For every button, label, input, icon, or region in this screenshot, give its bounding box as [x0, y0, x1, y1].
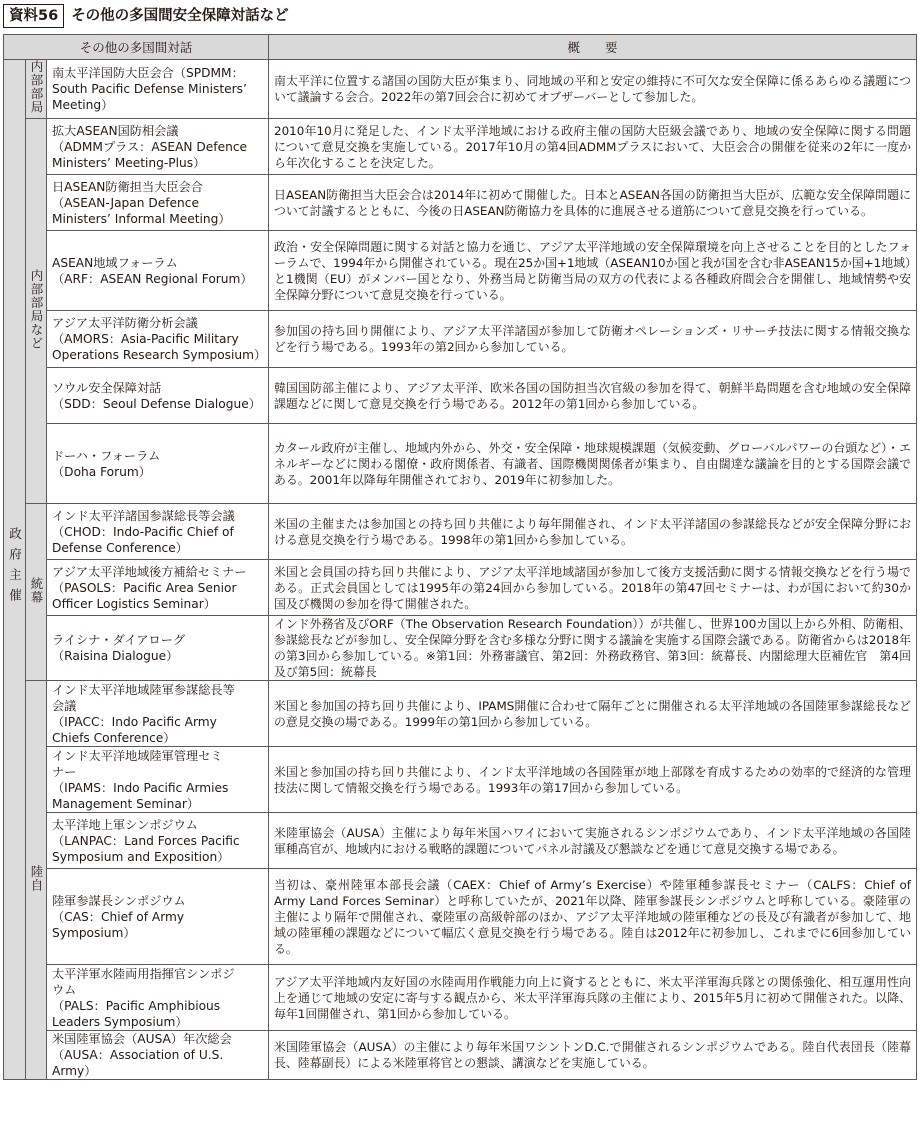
- dialogue-name-cell: [47, 965, 269, 1031]
- table-row: [4, 60, 917, 119]
- dialogue-name-cell: [47, 1031, 269, 1080]
- dialogue-name-cell: [47, 231, 269, 311]
- dialogue-summary-cell: 米陸軍協会（AUSA）主催により毎年米国ハワイにおいて実施されるシンポジウムであり、インド太平洋地域の各国陸軍種高官が、地域内における戦略的課題についてパネル討議及び懇談などを通じて意見交換する場である。: [269, 813, 917, 869]
- dialogue-summary-cell: 米国と参加国の持ち回り共催により、IPAMS開催に合わせて隔年ごとに開催される太平洋地域の各国陸軍参謀総長などの意見交換の場である。1999年の第1回から参加している。: [269, 681, 917, 747]
- dialogue-summary-cell: 当初は、豪州陸軍本部長会議（CAEX：Chief of Army’s Exercise）や陸軍種参謀長セミナー（CALFS：Chief of Army Land Forces Seminar）と呼称していたが、2021年以降、陸軍参謀長シンポジウムと呼称している。豪陸軍の主催により隔年で開催され、豪陸軍の高級幹部のほか、アジア太平洋地域の陸軍種などの長及び有識者が参加して、地域の陸軍種の課題などについて幅広く意見交換を行う場である。陸自は2012年に初参加し、これまでに6回参加している。: [269, 869, 917, 965]
- table-row: [4, 504, 917, 560]
- dialogue-name-line: Leaders Symposium）: [52, 1014, 188, 1029]
- dialogue-summary-cell: 韓国国防部主催により、アジア太平洋、欧米各国の国防担当次官級の参加を得て、朝鮮半島問題を含む地域の安全保障課題などに関して意見交換を行う場である。2012年の第1回から参加している。: [269, 368, 917, 424]
- department-category-label: 内部部局: [29, 60, 44, 114]
- dialogue-name-line: Ministers’ Informal Meeting）: [52, 211, 231, 226]
- dialogue-name-line: （Doha Forum）: [52, 464, 151, 479]
- dialogue-name-line: Chiefs Conference）: [52, 730, 176, 745]
- table-row: [4, 1031, 917, 1080]
- dialogue-summary-cell: カタール政府が主催し、地域内外から、外交・安全保障・地球規模課題（気候変動、グローバルパワーの台頭など）・エネルギーなどに関わる閣僚・政府関係者、有識者、国際機関関係者が集まり、自由闊達な議論を目的とする国際会議である。2001年以降毎年開催されており、2019年に初参加した。: [269, 424, 917, 504]
- dialogue-name-cell: [47, 747, 269, 813]
- organizer-category-label: 政府主催: [7, 526, 23, 609]
- dialogue-name-line: ASEAN地域フォーラム: [52, 255, 178, 270]
- table-header-row: [4, 35, 917, 60]
- dialogue-name-cell: [47, 424, 269, 504]
- dialogue-name-cell: [47, 560, 269, 616]
- dialogue-name-line: （PASOLS：Pacific Area Senior: [52, 580, 237, 595]
- dialogue-summary-cell: 米国と参加国の持ち回り共催により、インド太平洋地域の各国陸軍が地上部隊を育成するための効率的で経済的な管理技法に関して情報交換を行う場である。1993年の第17回から参加している。: [269, 747, 917, 813]
- dialogue-name-line: （PALS：Pacific Amphibious: [52, 998, 221, 1013]
- dialogue-name-line: Meeting）: [52, 98, 114, 112]
- table-row: [4, 119, 917, 175]
- dialogue-summary-cell: 日ASEAN防衛担当大臣会合は2014年に初めて開催した。日本とASEAN各国の防衛担当大臣が、広範な安全保障問題について討議するとともに、今後の日ASEAN防衛協力を具体的に進展させる道筋について意見交換を行っている。: [269, 175, 917, 231]
- dialogue-name-cell: [47, 681, 269, 747]
- department-category-label: 内部部局など: [29, 268, 44, 350]
- dialogue-name-line: ソウル安全保障対話: [52, 380, 162, 395]
- document-title: その他の多国間安全保障対話など: [71, 8, 289, 24]
- dialogue-name-line: Ministers’ Meeting-Plus）: [52, 155, 206, 170]
- dialogue-name-cell: [47, 616, 269, 681]
- dialogue-name-cell: [47, 813, 269, 869]
- dialogue-name-line: インド太平洋地域陸軍管理セミ: [52, 748, 223, 763]
- dialogue-name-line: 拡大ASEAN国防相会議: [52, 123, 179, 138]
- dialogue-name-line: （IPAMS：Indo Pacific Armies: [52, 780, 229, 795]
- dialogue-name-line: インド太平洋諸国参謀総長等会議: [52, 508, 235, 523]
- dialogue-name-line: 陸軍参謀長シンポジウム: [52, 893, 186, 908]
- dialogue-name-line: ウム: [52, 982, 77, 997]
- dialogue-name-line: アジア太平洋地域後方補給セミナー: [52, 564, 247, 579]
- dialogue-name-line: Defense Conference）: [52, 540, 188, 555]
- column-header-dialogue: その他の多国間対話: [4, 35, 269, 60]
- dialogue-summary-cell: 米国の主催または参加国との持ち回り共催により毎年開催され、インド太平洋諸国の参謀総長などが安全保障分野における意見交換を行う場である。1998年の第1回から参加している。: [269, 504, 917, 560]
- dialogue-summary-cell: 南太平洋に位置する諸国の国防大臣が集まり、同地域の平和と安定の維持に不可欠な安全保障に係るあらゆる議題について議論する会合。2022年の第7回会合に初めてオブザーバーとして参加した。: [269, 60, 917, 119]
- dialogue-name-line: Management Seminar）: [52, 796, 200, 811]
- dialogue-name-line: （LANPAC：Land Forces Pacific: [52, 833, 240, 848]
- table-row: [4, 747, 917, 813]
- dialogue-name-cell: [47, 869, 269, 965]
- dialogue-summary-cell: 米国と会員国の持ち回り共催により、アジア太平洋地域諸国が参加して後方支援活動に関する情報交換などを行う場である。正式会員国としては1995年の第24回から参加している。2018年の第47回セミナーは、わが国において約30か国及び機関の参加を得て開催された。: [269, 560, 917, 616]
- table-row: [4, 681, 917, 747]
- column-header-summary: 概 要: [269, 35, 917, 60]
- organizer-category-cell: [4, 60, 26, 1080]
- department-category-cell: [26, 681, 47, 1080]
- dialogue-name-cell: [47, 175, 269, 231]
- dialogue-summary-cell: 参加国の持ち回り開催により、アジア太平洋諸国が参加して防衛オペレーションズ・リサーチ技法に関する情報交換などを行う場である。1993年の第2回から参加している。: [269, 311, 917, 368]
- dialogue-summary-cell: 米国陸軍協会（AUSA）の主催により毎年米国ワシントンD.C.で開催されるシンポジウムである。陸自代表団長（陸幕長、陸幕副長）による米陸軍将官との懇談、講演などを実施している。: [269, 1031, 917, 1080]
- dialogue-name-line: 南太平洋国防大臣会合（SPDMM：: [52, 66, 244, 80]
- table-row: [4, 560, 917, 616]
- dialogue-name-line: （ASEAN-Japan Defence: [52, 195, 199, 210]
- dialogue-name-line: （Raisina Dialogue）: [52, 649, 179, 663]
- dialogue-name-cell: [47, 504, 269, 560]
- dialogue-name-line: ドーハ・フォーラム: [52, 448, 161, 463]
- dialogue-name-line: （AMORS：Asia-Pacific Military: [52, 332, 239, 346]
- department-category-label: 陸自: [29, 864, 44, 892]
- department-category-cell: [26, 119, 47, 504]
- dialogue-name-line: （IPACC：Indo Pacific Army: [52, 714, 217, 729]
- dialogue-name-line: Operations Research Symposium）: [52, 348, 267, 362]
- dialogue-summary-cell: 政治・安全保障問題に関する対話と協力を通じ、アジア太平洋地域の安全保障環境を向上させることを目的としたフォーラムで、1994年から開催されている。現在25か国+1地域（ASEAN10か国と我が国を含む非ASEAN15か国+1地域）と1機関（EU）がメンバー国となり、外務当局と防衛当局の双方の代表による各種政府間会合を開催し、地域情勢や安全保障分野について意見交換を行っている。: [269, 231, 917, 311]
- dialogue-name-line: 日ASEAN防衛担当大臣会合: [52, 179, 203, 194]
- dialogue-name-line: 太平洋軍水陸両用指揮官シンポジ: [52, 966, 235, 981]
- dialogue-name-cell: [47, 368, 269, 424]
- dialogue-name-line: ナー: [52, 764, 77, 779]
- dialogue-name-line: Officer Logistics Seminar）: [52, 596, 216, 611]
- department-category-cell: [26, 60, 47, 119]
- department-category-cell: [26, 504, 47, 681]
- table-row: [4, 175, 917, 231]
- dialogue-name-line: （ADMMプラス：ASEAN Defence: [52, 139, 248, 154]
- dialogue-table: [3, 34, 917, 1080]
- table-row: [4, 424, 917, 504]
- dialogue-name-line: 米国陸軍協会（AUSA）年次総会: [52, 1032, 232, 1046]
- dialogue-name-line: アジア太平洋防衛分析会議: [52, 316, 198, 330]
- table-row: [4, 616, 917, 681]
- dialogue-name-cell: [47, 119, 269, 175]
- dialogue-name-line: （SDD：Seoul Defense Dialogue）: [52, 396, 261, 411]
- dialogue-name-line: South Pacific Defense Ministers’: [52, 82, 247, 96]
- table-row: [4, 311, 917, 368]
- dialogue-name-line: （AUSA：Association of U.S. Army）: [52, 1048, 224, 1078]
- dialogue-name-line: ライシナ・ダイアローグ: [52, 633, 186, 647]
- department-category-label: 統幕: [29, 576, 44, 604]
- dialogue-name-line: 太平洋地上軍シンポジウム: [52, 817, 198, 832]
- dialogue-name-cell: [47, 60, 269, 119]
- document-header: [3, 3, 289, 29]
- document-number-badge: 資料56: [3, 4, 64, 28]
- dialogue-name-line: インド太平洋地域陸軍参謀総長等: [52, 682, 235, 697]
- table-row: [4, 368, 917, 424]
- dialogue-name-line: 会議: [52, 698, 77, 713]
- dialogue-name-cell: [47, 311, 269, 368]
- dialogue-summary-cell: アジア太平洋地域内友好国の水陸両用作戦能力向上に資するとともに、米太平洋軍海兵隊との関係強化、相互運用性向上を通じて地域の安定に寄与する観点から、米太平洋軍海兵隊の主催により、2015年5月に初めて開催された。以降、毎年1回開催され、第1回から参加している。: [269, 965, 917, 1031]
- table-row: [4, 813, 917, 869]
- table-row: [4, 965, 917, 1031]
- dialogue-name-line: （ARF：ASEAN Regional Forum）: [52, 271, 253, 286]
- dialogue-name-line: （CHOD：Indo-Pacific Chief of: [52, 524, 234, 539]
- dialogue-name-line: Symposium and Exposition）: [52, 849, 230, 864]
- dialogue-summary-cell: インド外務省及びORF（The Observation Research Foundation））が共催し、世界100カ国以上から外相、防衛相、参謀総長などが参加し、安全保障分野を含む多様な分野に関する議論を実施する国際会議である。防衛省からは2018年の第3回から参加している。※第1回：外務審議官、第2回：外務政務官、第3回：統幕長、内閣総理大臣補佐官 第4回及び第5回：統幕長: [269, 616, 917, 681]
- table-row: [4, 869, 917, 965]
- dialogue-name-line: （CAS：Chief of Army Symposium）: [52, 909, 185, 940]
- dialogue-summary-cell: 2010年10月に発足した、インド太平洋地域における政府主催の国防大臣級会議であり、地域の安全保障に関する問題について意見交換を実施している。2017年10月の第4回ADMMプラスにおいて、大臣会合の開催を従来の2年に一度から年次化することを決定した。: [269, 119, 917, 175]
- table-row: [4, 231, 917, 311]
